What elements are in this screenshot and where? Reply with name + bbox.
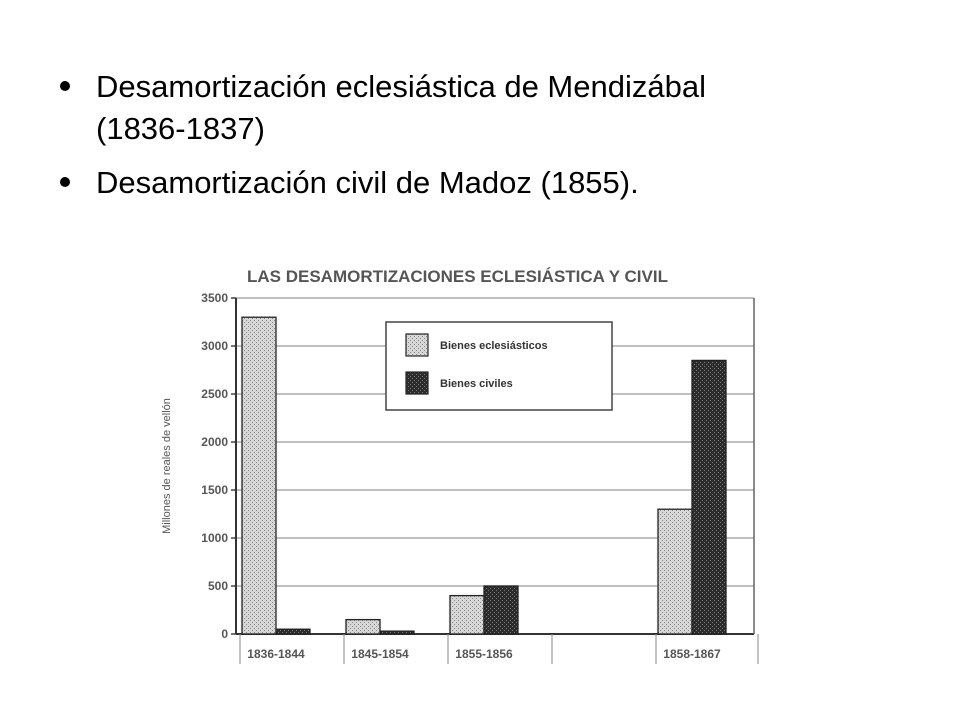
chart-title: LAS DESAMORTIZACIONES ECLESIÁSTICA Y CIVIL: [247, 267, 668, 286]
y-tick-label: 1500: [201, 483, 228, 497]
bullet-text: Desamortización civil de Madoz (1855).: [96, 165, 639, 200]
bar-chart-svg: [150, 252, 770, 670]
x-tick-label: 1858-1867: [663, 647, 721, 661]
bar-bienes-civiles-1845-1854: [380, 631, 414, 634]
bullet-dot-icon: [60, 81, 70, 91]
y-tick-label: 3500: [201, 291, 228, 305]
x-tick-label: 1836-1844: [247, 647, 305, 661]
x-tick-label: 1845-1854: [351, 647, 409, 661]
bar-bienes-civiles-1836-1844: [276, 629, 310, 634]
bar-bienes-eclesiasticos-1855-1856: [450, 596, 484, 634]
bullet-list: [60, 66, 920, 216]
legend-label-bienes-eclesiasticos: Bienes eclesiásticos: [440, 340, 548, 352]
legend: [386, 322, 612, 410]
y-axis-label: Millones de reales de vellón: [161, 398, 173, 534]
legend-swatch-bienes-civiles: [406, 372, 428, 394]
legend-label-bienes-civiles: Bienes civiles: [440, 378, 513, 390]
chart: [150, 252, 770, 670]
bar-bienes-civiles-1855-1856: [484, 586, 518, 634]
legend-swatch-bienes-eclesiasticos: [406, 334, 428, 356]
y-tick-label: 500: [207, 579, 228, 593]
bar-bienes-eclesiasticos-1858-1867: [658, 509, 692, 634]
bar-bienes-civiles-1858-1867: [692, 360, 726, 634]
y-tick-labels: [201, 291, 228, 641]
y-tick-label: 2500: [201, 387, 228, 401]
bullet-text-continued: (1836-1837): [96, 111, 265, 146]
bullet-item: [60, 162, 920, 204]
y-tick-label: 3000: [201, 339, 228, 353]
x-tick-label: 1855-1856: [455, 647, 513, 661]
bullet-text: Desamortización eclesiástica de Mendizábal: [96, 69, 706, 104]
y-tick-label: 1000: [201, 531, 228, 545]
bullet-item: [60, 66, 920, 150]
bar-bienes-eclesiasticos-1836-1844: [242, 317, 276, 634]
x-tick-labels: [247, 647, 721, 661]
y-tick-label: 2000: [201, 435, 228, 449]
bullet-dot-icon: [60, 177, 70, 187]
y-tick-label: 0: [221, 627, 228, 641]
bar-bienes-eclesiasticos-1845-1854: [346, 620, 380, 634]
